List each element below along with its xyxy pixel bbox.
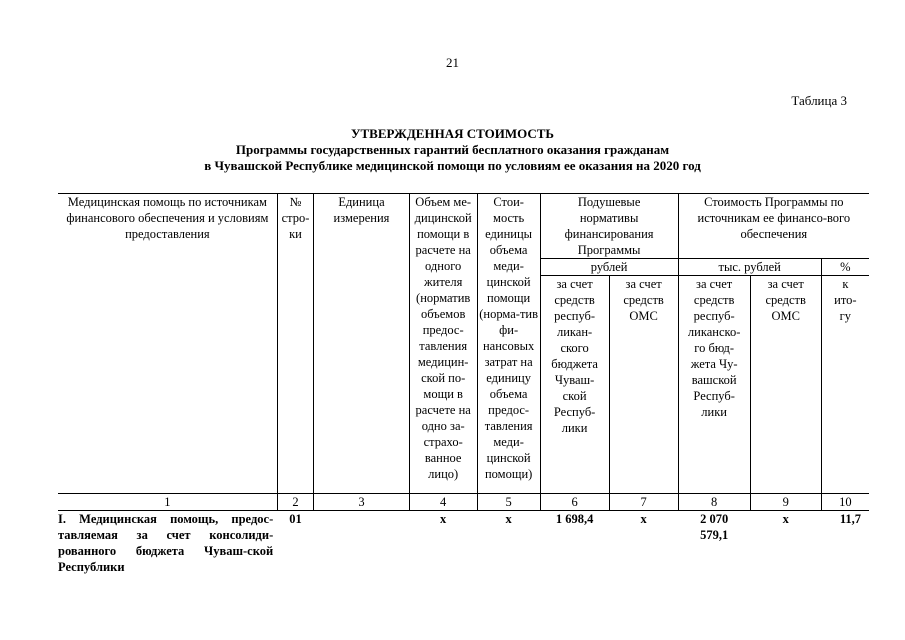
row-volume: х [440,512,447,526]
header-cost-oms: за счет средств ОМС [750,276,821,494]
column-number-5: 5 [477,494,540,511]
row-percent: 11,7 [839,512,861,526]
column-number-7: 7 [609,494,678,511]
row-cost-oms: х [782,512,789,526]
column-number-3: 3 [314,494,409,511]
table-row [58,511,869,576]
row-unit [314,511,409,576]
column-number-4: 4 [409,494,477,511]
title-line-3: в Чувашской Республике медицинской помощи по условиям ее оказания на 2020 год [204,158,701,173]
table-title [0,126,905,174]
column-number-2: 2 [277,494,314,511]
header-per-capita-budget: за счет средств респуб-ликан-ского бюджета Чуваш-ской Респуб-лики [540,276,609,494]
header-rubles: рублей [540,259,678,276]
header-line-number: № стро-ки [277,194,314,494]
column-number-9: 9 [750,494,821,511]
page-number: 21 [446,55,459,70]
header-per-capita-oms: за счет средств ОМС [609,276,678,494]
header-cost-budget: за счет средств респуб-ликанско-го бюд-жета Чу-вашской Респуб-лики [678,276,750,494]
table-label: Таблица 3 [791,93,847,108]
header-program-cost: Стоимость Программы по источникам ее финансо-вого обеспечения [678,194,869,259]
row-per-capita-budget: 1 698,4 [555,512,594,526]
column-number-1: 1 [58,494,277,511]
header-unit-cost: Стои-мость единицы объема меди-цинской помощи (норма-тив фи-нансовых затрат на единицу объема предос-тавления меди-цинской помощи) [477,194,540,494]
column-number-10: 10 [821,494,869,511]
header-unit: Единица измерения [314,194,409,494]
row-per-capita-oms: х [640,512,647,526]
header-thousand-rubles: тыс. рублей [678,259,821,276]
row-unit-cost: х [505,512,512,526]
header-medical-care: Медицинская помощь по источникам финансового обеспечения и условиям предоставления [58,194,277,494]
cost-table [58,193,869,575]
header-percent: % [821,259,869,276]
column-number-8: 8 [678,494,750,511]
header-volume: Объем ме-дицинской помощи в расчете на одного жителя (норматив объемов предос-тавления медицин-ской по-мощи в расчете на одно за-страхо-ванное лицо) [409,194,477,494]
column-number-6: 6 [540,494,609,511]
row-cost-budget: 2 070 579,1 [700,512,729,542]
row-line-number: 01 [289,512,302,526]
header-percent-of-total: к ито-гу [821,276,869,494]
row-name: I. Медицинская помощь, предос-тавляемая за счет консолиди-рованного бюджета Чуваш-ской Республики [58,512,274,574]
title-line-2: Программы государственных гарантий бесплатного оказания гражданам [235,142,670,157]
header-per-capita: Подушевые нормативы финансирования Программы [540,194,678,259]
title-line-1: УТВЕРЖДЕННАЯ СТОИМОСТЬ [350,126,555,141]
